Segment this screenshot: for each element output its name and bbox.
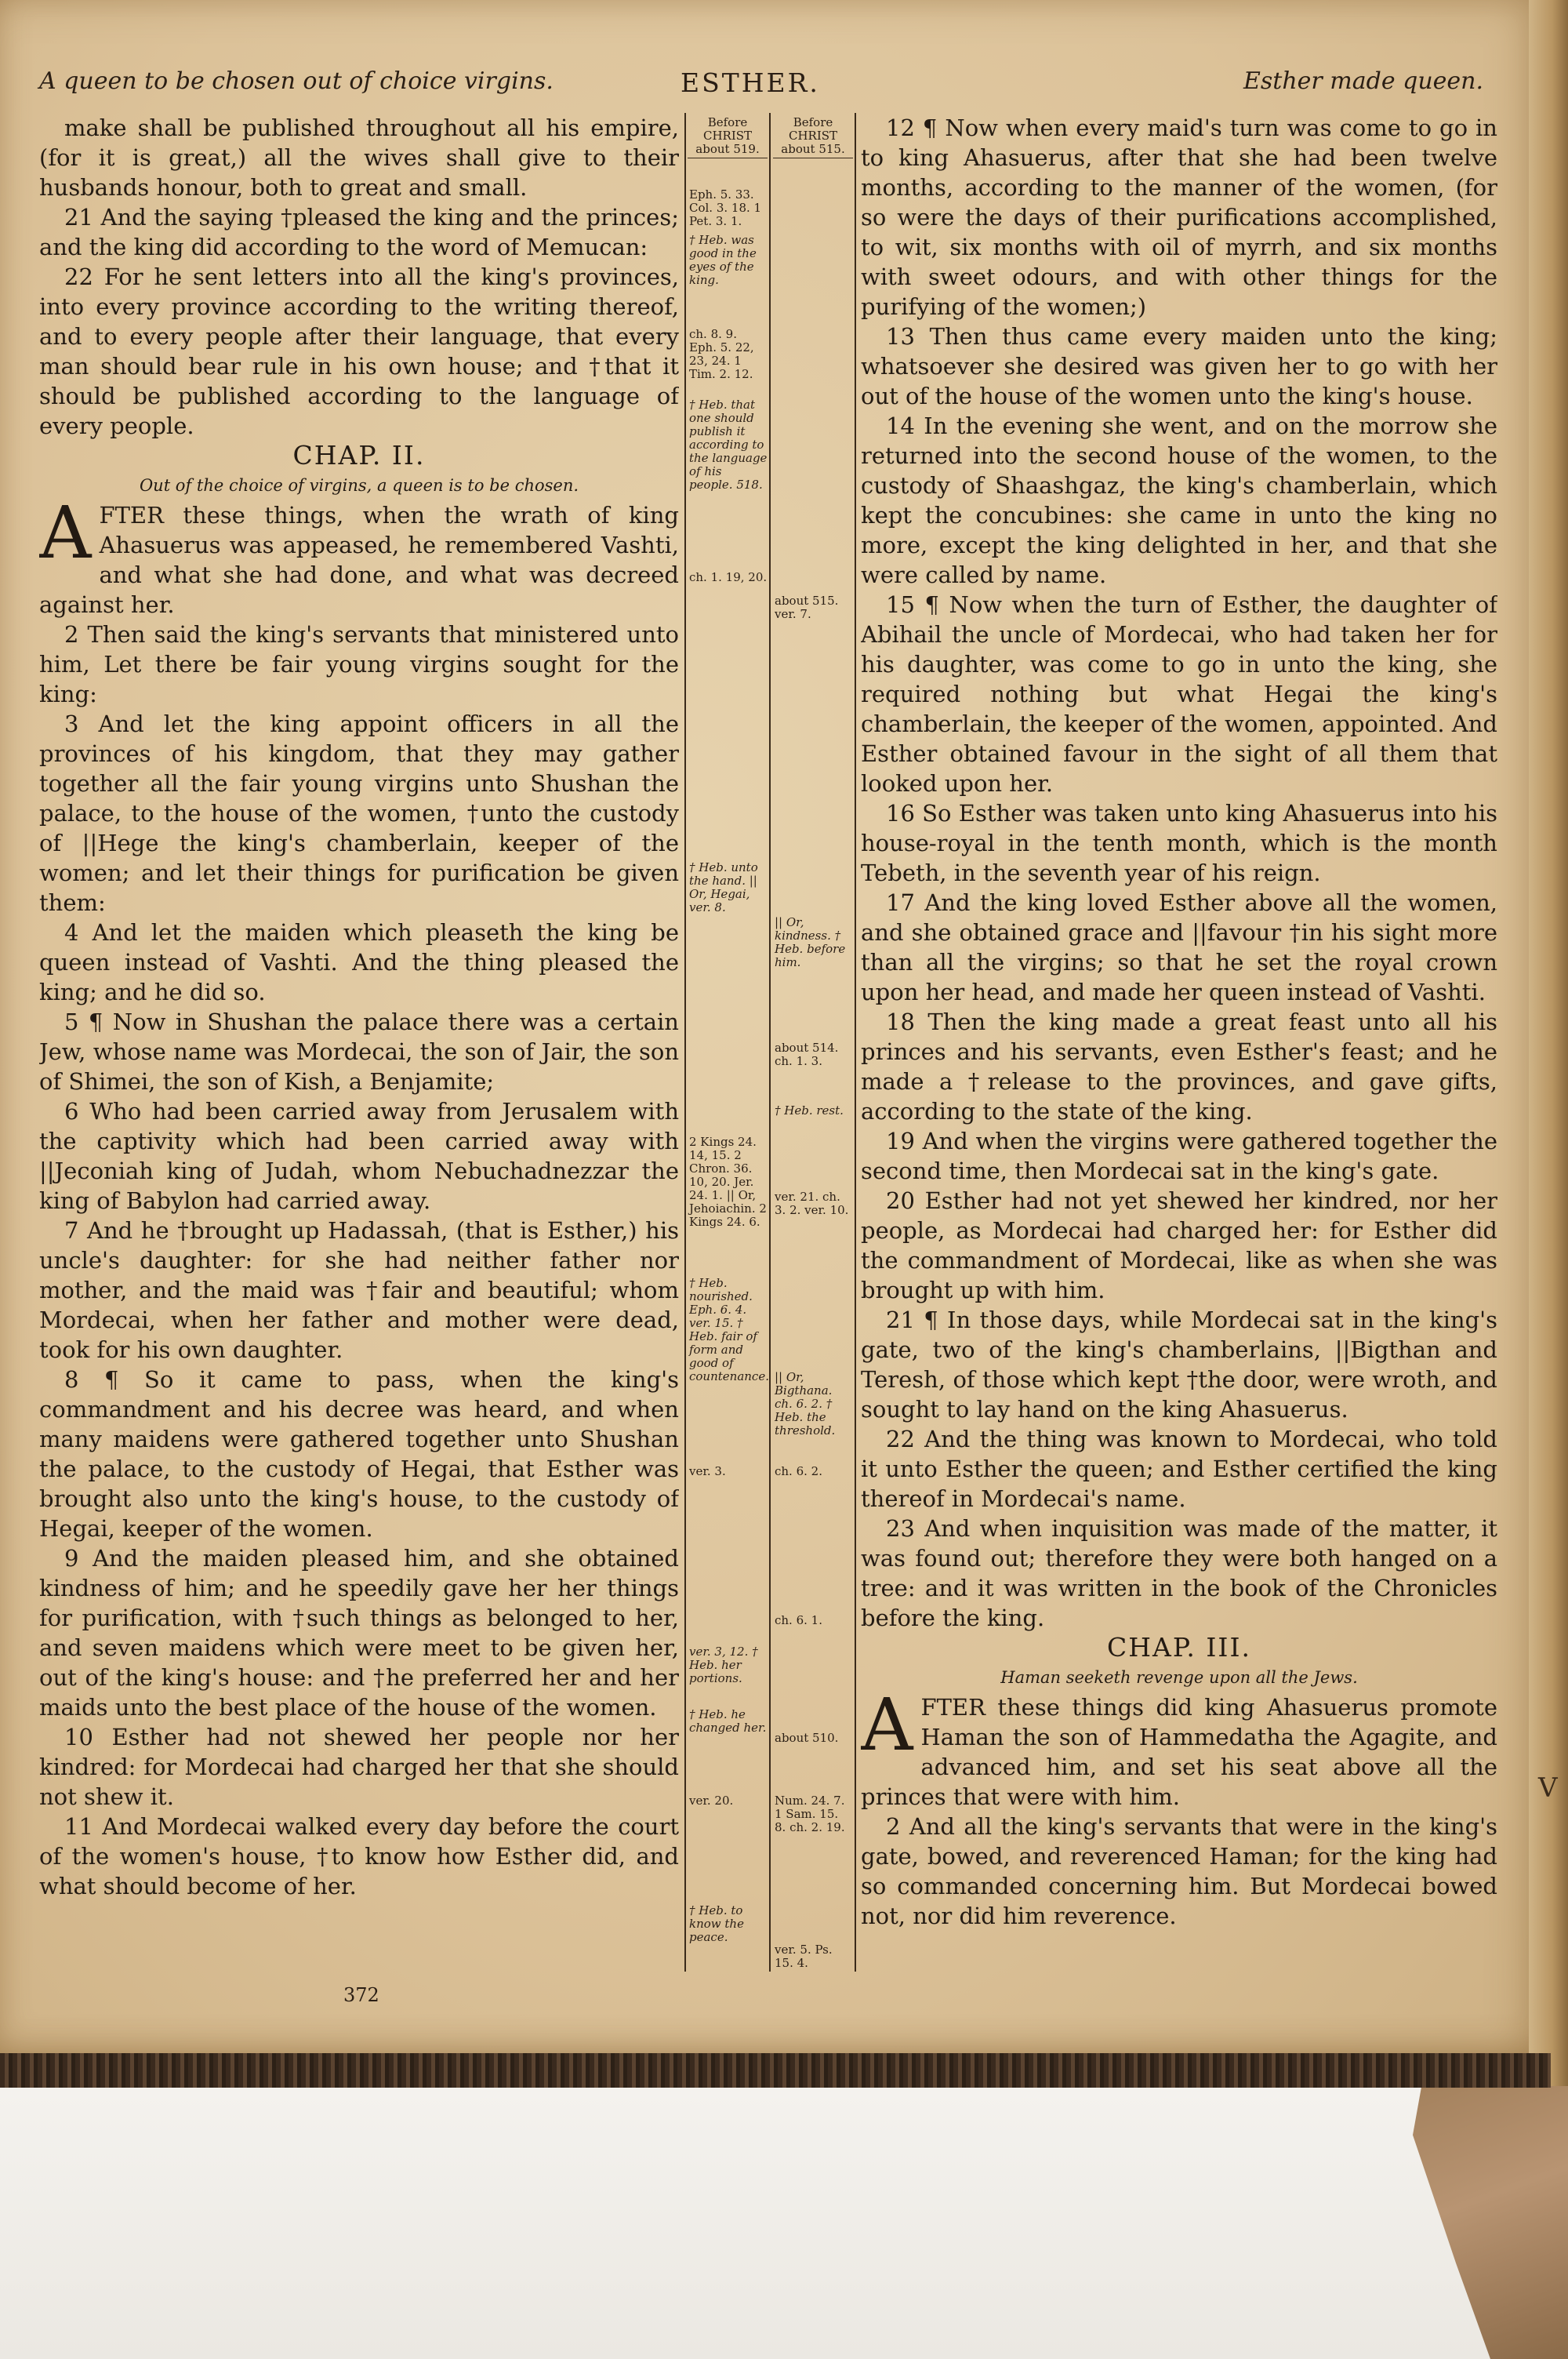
verse-paragraph: 13 Then thus came every maiden unto the king; whatsoever she desired was given her to go with her out of the house of the women unto the king's house. [861, 323, 1497, 409]
chapter-title: CHAP. III. [1107, 1632, 1251, 1663]
text-column-left [39, 113, 679, 1964]
margin-note: about 514. ch. 1. 3. [775, 1041, 839, 1068]
verse-paragraph: 2 Then said the king's servants that ministered unto him, Let there be fair young virgins sought for the king: [39, 621, 679, 707]
verse-paragraph: 10 Esther had not shewed her people nor her kindred: for Mordecai had charged her that she should not shew it. [39, 1724, 679, 1810]
running-head-right: Esther made queen. [1243, 67, 1484, 95]
margin-note: about 515. ver. 7. [775, 594, 839, 621]
margin-note: || Or, Bigthana. ch. 6. 2. † Heb. the threshold. [775, 1370, 836, 1438]
margin-header: Before CHRIST about 515. [773, 116, 853, 158]
chapter-summary: Out of the choice of virgins, a queen is to be chosen. [139, 476, 579, 495]
margin-note: † Heb. was good in the eyes of the king. [689, 233, 757, 287]
verse-paragraph: 15 ¶ Now when the turn of Esther, the daughter of Abihail the uncle of Mordecai, who had taken her for his daughter, was come to go in unto the king, she required nothing but what Hegai the king's chamberlain, the keeper of the women, appointed. And Esther obtained favour in the sight of all them that looked upon her. [861, 591, 1497, 797]
margin-references-right [773, 115, 853, 1970]
margin-note: † Heb. he changed her. [689, 1707, 767, 1735]
margin-note: ver. 3, 12. † Heb. her portions. [689, 1645, 758, 1685]
chapter-opening [39, 491, 679, 620]
text-column-right [861, 113, 1497, 1972]
verse-paragraph: 21 And the saying †pleased the king and the princes; and the king did according to the word of Memucan: [39, 204, 679, 260]
opening-text: FTER these things did king Ahasuerus promote Haman the son of Hammedatha the Agagite, and advanced him, and set his seat above all the princes that were with him. [861, 1694, 1497, 1810]
verse-paragraph: 9 And the maiden pleased him, and she obtained kindness of him; and he speedily gave her her things for purification, with †such things as belonged to her, and seven maidens which were meet to be given her, out of the king's house: and †he preferred her and her maids unto the best place of the house of the women. [39, 1545, 679, 1721]
margin-note: ver. 3. [689, 1464, 726, 1478]
chapter-title: CHAP. II. [292, 440, 426, 471]
verse-paragraph: 21 ¶ In those days, while Mordecai sat in the king's gate, two of the king's chamberlains, ||Bigthan and Teresh, of those which kept †the door, were wroth, and sought to lay hand on the king Ahasuerus. [861, 1307, 1497, 1423]
verse-paragraph: 5 ¶ Now in Shushan the palace there was a certain Jew, whose name was Mordecai, the son of Jair, the son of Shimei, the son of Kish, a Benjamite; [39, 1009, 679, 1095]
verse-paragraph: 12 ¶ Now when every maid's turn was come to go in to king Ahasuerus, after that she had been twelve months, according to the manner of the women, (for so were the days of their purifications accomplished, to wit, six months with oil of myrrh, and six months with sweet odours, and with other things for the purifying of the women;) [861, 114, 1497, 320]
column-rule [855, 113, 856, 1972]
verse-paragraph: make shall be published throughout all his empire, (for it is great,) all the wives shall give to their husbands honour, both to great and small. [39, 114, 679, 201]
margin-note: ch. 6. 1. [775, 1613, 822, 1627]
verse-paragraph: 3 And let the king appoint officers in all the provinces of his kingdom, that they may gather together all the fair young virgins unto Shushan the palace, to the house of the women, †unto the custody of ||Hege the king's chamberlain, keeper of the women; and let their things for purification be given them: [39, 711, 679, 916]
margin-note: ch. 6. 2. [775, 1464, 822, 1478]
next-page-edge [1529, 0, 1568, 2086]
margin-note: † Heb. to know the peace. [689, 1903, 744, 1944]
column-rule [684, 113, 686, 1972]
verse-paragraph: 20 Esther had not yet shewed her kindred, nor her people, as Mordecai had charged her: for Esther did the commandment of Mordecai, like as when she was brought up with him. [861, 1187, 1497, 1303]
margin-note: Num. 24. 7. 1 Sam. 15. 8. ch. 2. 19. [775, 1794, 845, 1834]
margin-note: † Heb. rest. [775, 1103, 844, 1118]
verse-paragraph: 6 Who had been carried away from Jerusalem with the captivity which had been carried away with ||Jeconiah king of Judah, whom Nebuchadnezzar the king of Babylon had carried away. [39, 1098, 679, 1214]
verse-paragraph: 4 And let the maiden which pleaseth the king be queen instead of Vashti. And the thing pleased the king; and he did so. [39, 919, 679, 1005]
verse-paragraph: 11 And Mordecai walked every day before the court of the women's house, †to know how Esther did, and what should become of her. [39, 1813, 679, 1899]
verse-paragraph: 22 And the thing was known to Mordecai, who told it unto Esther the queen; and Esther certified the king thereof in Mordecai's name. [861, 1426, 1497, 1512]
margin-note: † Heb. unto the hand. || Or, Hegai, ver. 8. [689, 860, 758, 914]
margin-note: ver. 5. Ps. 15. 4. [775, 1943, 833, 1970]
verse-paragraph: 19 And when the virgins were gathered together the second time, then Mordecai sat in the king's gate. [861, 1128, 1497, 1184]
drop-cap: A [861, 1683, 913, 1767]
page-number: 372 [343, 1984, 379, 2006]
chapter-opening [861, 1683, 1497, 1812]
verse-paragraph: 8 ¶ So it came to pass, when the king's commandment and his decree was heard, and when many maidens were gathered together unto Shushan the palace, to the custody of Hegai, that Esther was brought also unto the king's house, to the custody of Hegai, keeper of the women. [39, 1366, 679, 1542]
opening-text: FTER these things, when the wrath of king Ahasuerus was appeased, he remembered Vashti, and what she had done, and what was decreed against her. [39, 502, 679, 618]
column-rule [769, 113, 771, 1972]
running-head-left: A queen to be chosen out of choice virgins. [39, 67, 554, 95]
margin-note: || Or, kindness. † Heb. before him. [775, 915, 846, 969]
margin-references-left [688, 115, 769, 1944]
margin-note: ver. 21. ch. 3. 2. ver. 10. [775, 1190, 849, 1217]
margin-note: ch. 1. 19, 20. [689, 570, 768, 584]
edge-letter: V [1538, 1772, 1558, 1804]
verse-paragraph: 7 And he †brought up Hadassah, (that is Esther,) his uncle's daughter: for she had neither father nor mother, and the maid was †fair and beautiful; whom Mordecai, when her father and mother were dead, took for his own daughter. [39, 1217, 679, 1363]
verse-paragraph: 2 And all the king's servants that were in the king's gate, bowed, and reverenced Haman; for the king had so commanded concerning him. But Mordecai bowed not, nor did him reverence. [861, 1813, 1497, 1929]
verse-paragraph: 22 For he sent letters into all the king's provinces, into every province according to the writing thereof, and to every people after their language, that every man should bear rule in his own house; and †that it should be published according to the language of every people. [39, 264, 679, 439]
margin-note: about 510. [775, 1731, 839, 1745]
margin-note: ver. 20. [689, 1794, 734, 1808]
verse-paragraph: 16 So Esther was taken unto king Ahasuerus into his house-royal in the tenth month, which is the month Tebeth, in the seventh year of his reign. [861, 800, 1497, 886]
drop-cap: A [39, 491, 92, 575]
margin-note: Eph. 5. 33. Col. 3. 18. 1 Pet. 3. 1. [689, 187, 762, 228]
running-head-book-title: ESTHER. [681, 67, 820, 98]
margin-note: ch. 8. 9. Eph. 5. 22, 23, 24. 1 Tim. 2. 12. [689, 327, 754, 381]
margin-note: † Heb. nourished. Eph. 6. 4. ver. 15. † Heb. fair of form and good of countenance. [689, 1276, 769, 1383]
margin-header: Before CHRIST about 519. [688, 116, 768, 158]
book-binding [0, 2053, 1551, 2088]
margin-note: † Heb. that one should publish it according to the language of his people. 518. [689, 398, 768, 492]
verse-paragraph: 17 And the king loved Esther above all the women, and she obtained grace and ||favour †in his sight more than all the virgins; so that he set the royal crown upon her head, and made her queen instead of Vashti. [861, 889, 1497, 1005]
chapter-summary: Haman seeketh revenge upon all the Jews. [1000, 1668, 1358, 1687]
margin-note: 2 Kings 24. 14, 15. 2 Chron. 36. 10, 20. Jer. 24. 1. || Or, Jehoiachin. 2 Kings 24. 6. [689, 1135, 767, 1229]
table-surface [0, 2086, 1568, 2359]
verse-paragraph: 18 Then the king made a great feast unto all his princes and his servants, even Esther's feast; and he made a †release to the provinces, and gave gifts, according to the state of the king. [861, 1009, 1497, 1125]
verse-paragraph: 14 In the evening she went, and on the morrow she returned into the second house of the women, to the custody of Shaashgaz, the king's chamberlain, which kept the concubines: she came in unto the king no more, except the king delighted in her, and that she were called by name. [861, 413, 1497, 588]
verse-paragraph: 23 And when inquisition was made of the matter, it was found out; therefore they were both hanged on a tree: and it was written in the book of the Chronicles before the king. [861, 1515, 1497, 1631]
